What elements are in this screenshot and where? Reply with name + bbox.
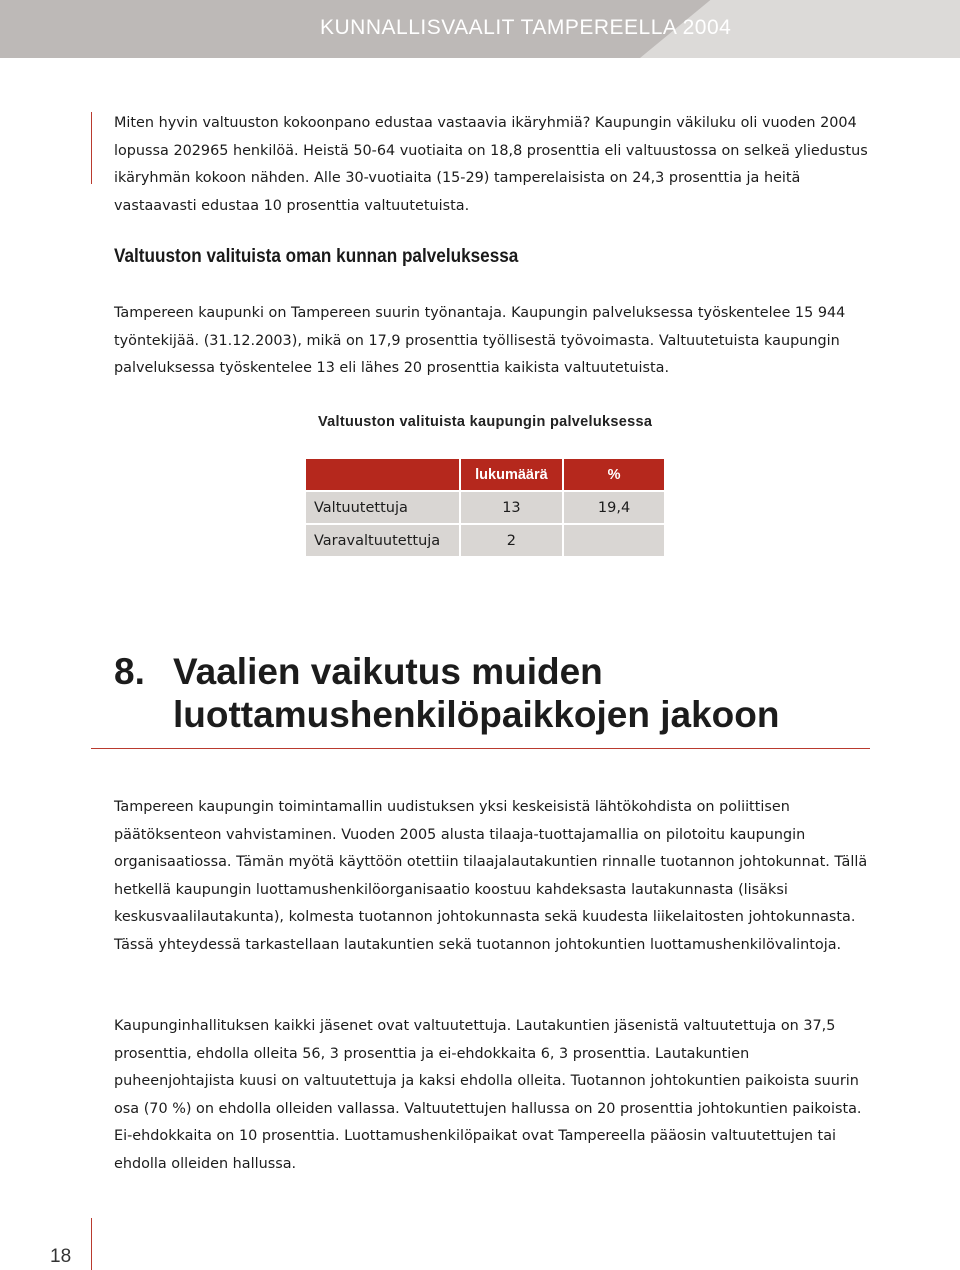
table-cell: Varavaltuutettuja — [306, 525, 459, 556]
page-number: 18 — [50, 1246, 72, 1267]
margin-rule-top — [91, 112, 92, 184]
board-membership-paragraph: Kaupunginhallituksen kaikki jäsenet ovat valtuutettuja. Lautakuntien jäsenistä valtuutettuja on 37,5 prosenttia, ehdolla olleita 56, 3 prosenttia ja ei-ehdokkaita 6, 3 prosenttia. Lautakuntien puheenjohtajista kuusi on valtuutettuja ja kaksi ehdolla olleita. Tuotannon johtokuntien paikoista suurin osa (70 %) on ehdolla olleiden vallassa. Valtuutettujen hallussa on 20 prosenttia johtokuntien paikoista. Ei-ehdokkaita on 10 prosenttia. Luottamushenkilöpaikat ovat Tampereella pääosin valtuutettujen tai ehdolla olleiden hallussa. — [114, 1018, 862, 1172]
table-header-row — [306, 459, 664, 490]
section-title — [173, 650, 780, 736]
running-header-title: KUNNALLISVAALIT TAMPEREELLA 2004 — [320, 16, 732, 39]
table-header-cell — [306, 459, 459, 490]
table-cell — [564, 525, 664, 556]
table-title: Valtuuston valituista kaupungin palveluksessa — [318, 414, 653, 430]
section-heading-rule — [91, 748, 870, 749]
table-cell: 19,4 — [564, 492, 664, 523]
header-band — [0, 0, 960, 58]
section-title-line-2: luottamushenkilöpaikkojen jakoon — [173, 694, 780, 735]
section-title-line-1: Vaalien vaikutus muiden — [173, 651, 603, 692]
intro-paragraph: Miten hyvin valtuuston kokoonpano edustaa vastaavia ikäryhmiä? Kaupungin väkiluku oli vuoden 2004 lopussa 202965 henkilöä. Heistä 50-64 vuotiaita on 18,8 prosenttia eli valtuustossa on selkeä yliedustus ikäryhmän kokoon nähden. Alle 30-vuotiaita (15-29) tamperelaisista on 24,3 prosenttia ja heitä vastaavasti edustaa 10 prosenttia valtuutetuista. — [114, 115, 868, 214]
table-cell: 13 — [461, 492, 562, 523]
table-cell: 2 — [461, 525, 562, 556]
council-employees-table — [304, 457, 666, 558]
service-paragraph: Tampereen kaupunki on Tampereen suurin työnantaja. Kaupungin palveluksessa työskentelee 15 944 työntekijää. (31.12.2003), mikä on 17,9 prosenttia työllisestä työvoimasta. Valtuutetuista kaupungin palveluksessa työskentelee 13 eli lähes 20 prosenttia kaikista valtuutetuista. — [114, 305, 846, 376]
table-row — [306, 492, 664, 523]
table-header-cell: % — [564, 459, 664, 490]
section-number: 8. — [114, 651, 145, 692]
reform-paragraph: Tampereen kaupungin toimintamallin uudistuksen yksi keskeisistä lähtökohdista on poliittisen päätöksenteon vahvistaminen. Vuoden 2005 alusta tilaaja-tuottajamallia on pilotoitu kaupungin organisaatiossa. Tämän myötä käyttöön otettiin tilaajalautakuntien rinnalle tuotannon johtokunnat. Tällä hetkellä kaupungin luottamushenkilöorganisaatio koostuu kahdeksasta lautakunnasta (lisäksi keskusvaalilautakunta), kolmesta tuotannon johtokunnasta sekä kuudesta liikelaitosten johtokunnasta. Tässä yhteydessä tarkastellaan lautakuntien sekä tuotannon johtokuntien luottamushenkilövalintoja. — [114, 799, 868, 953]
subheading-city-employees: Valtuuston valituista oman kunnan palveluksessa — [114, 245, 519, 267]
margin-rule-bottom — [91, 1218, 92, 1270]
table-cell: Valtuutettuja — [306, 492, 459, 523]
table-header-cell: lukumäärä — [461, 459, 562, 490]
table-row — [306, 525, 664, 556]
